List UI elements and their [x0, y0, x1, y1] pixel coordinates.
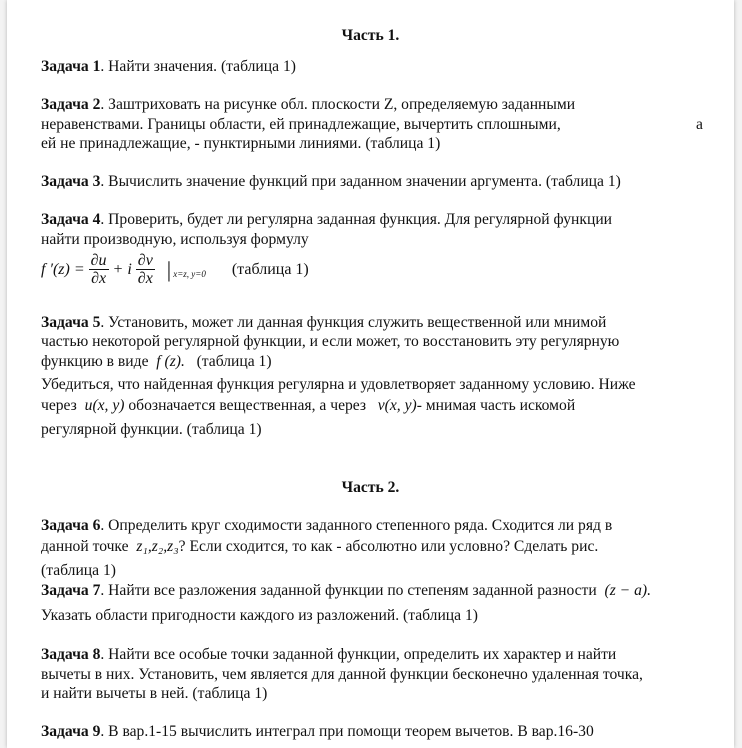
task8-line2: вычеты в них. Установить, чем является для данной функции бесконечно удаленная точка,: [41, 666, 643, 683]
evaluation-bar: |: [166, 256, 172, 282]
function-v: v(x, y): [377, 397, 417, 414]
difference-z-minus-a: (z − a).: [604, 582, 651, 599]
task7-line2: Указать области пригодности каждого из разложений. (таблица 1): [41, 607, 478, 624]
task8-text-1: . Найти все особые точки заданной функции, определить их характер и найти: [100, 646, 617, 663]
fraction-dv-dx: [136, 252, 155, 287]
part2-heading: Часть 2.: [341, 479, 400, 496]
fraction-du-dx: [89, 252, 109, 287]
document-page: [7, 0, 734, 748]
task5-label: Задача 5: [41, 314, 101, 331]
task5-line5-text-b: обозначается вещественная, а через: [128, 397, 367, 414]
task5-line3-ref: (таблица 1): [196, 353, 272, 370]
task2-text-1: . Заштриховать на рисунке обл. плоскости Z, определяемую заданными: [100, 96, 576, 113]
task6-text-1: . Определить круг сходимости заданного степенного ряда. Сходится ли ряд в: [100, 517, 613, 534]
task5-line5-text-c: - мнимая часть искомой: [416, 397, 576, 414]
task1: [41, 57, 296, 77]
fraction-dx-1: ∂x: [91, 270, 107, 287]
task1-label: Задача 1: [41, 58, 101, 75]
task2-line2-right: а: [696, 116, 703, 133]
task6-line2-text-a: данной точке: [41, 538, 129, 555]
formula-lhs: f ′(z) =: [41, 260, 85, 278]
task5-line3-text: функцию в виде: [41, 353, 149, 370]
task3-label: Задача 3: [41, 173, 101, 190]
task7-text-1: . Найти все разложения заданной функции по степеням заданной разности: [100, 582, 597, 599]
task6-label: Задача 6: [41, 517, 101, 534]
task5-line3: [41, 352, 272, 372]
function-u: u(x, y): [84, 397, 125, 414]
task6-line3: (таблица 1): [41, 562, 116, 579]
fraction-dv: ∂v: [137, 252, 153, 269]
part1-heading: Часть 1.: [341, 27, 400, 44]
task8-line1: [41, 645, 616, 665]
task6-line2-text-b: ? Если сходится, то как - абсолютно или условно? Сделать рис.: [178, 538, 599, 555]
task6-line1: [41, 516, 612, 536]
derivative-formula: [41, 252, 361, 292]
task2-line3: ей не принадлежащие, - пунктирными линиями. (таблица 1): [41, 135, 441, 152]
evaluation-point: x=z, y=0: [173, 269, 206, 280]
task2-label: Задача 2: [41, 96, 101, 113]
task6-line2: [41, 537, 598, 557]
task2-line2: неравенствами. Границы области, ей принадлежащие, вычертить сплошными,: [41, 116, 561, 133]
points-z1-z2-z3: z₁,z₂,z₃: [136, 538, 179, 555]
task8-label: Задача 8: [41, 646, 101, 663]
task9-label: Задача 9: [41, 723, 101, 740]
task2-line1: [41, 95, 575, 115]
task3-text: . Вычислить значение функций при заданном значении аргумента. (таблица 1): [100, 173, 621, 190]
fraction-du: ∂u: [90, 252, 107, 269]
task4-line1: [41, 210, 612, 230]
task8-line3: и найти вычеты в ней. (таблица 1): [41, 685, 268, 702]
task5-line5-text-a: через: [41, 397, 77, 414]
task5-line6: регулярной функции. (таблица 1): [41, 421, 262, 438]
task7-label: Задача 7: [41, 582, 101, 599]
task1-text: . Найти значения. (таблица 1): [100, 58, 296, 75]
task4-label: Задача 4: [41, 211, 101, 228]
formula-plus-i: + i: [112, 260, 132, 278]
task5-line5: [41, 396, 575, 416]
task7-line1: [41, 581, 651, 601]
formula-table-ref: (таблица 1): [231, 260, 309, 278]
fraction-dx-2: ∂x: [137, 270, 153, 287]
task3: [41, 172, 621, 192]
task4-line2: найти производную, используя формулу: [41, 231, 309, 248]
task5-line1: [41, 313, 606, 333]
task5-text-1: . Установить, может ли данная функция служить вещественной или мнимой: [100, 314, 607, 331]
function-f-of-z: f (z).: [156, 353, 185, 370]
task4-text-1: . Проверить, будет ли регулярна заданная функция. Для регулярной функции: [100, 211, 613, 228]
task9-line1: [41, 722, 594, 742]
task9-text-1: . В вар.1-15 вычислить интеграл при помощи теорем вычетов. В вар.16-30: [100, 723, 594, 740]
task5-line4: Убедиться, что найденная функция регулярна и удовлетворяет заданному условию. Ниже: [41, 376, 636, 393]
task5-line2: частью некоторой регулярной функции, и если может, то восстановить эту регулярную: [41, 333, 620, 350]
